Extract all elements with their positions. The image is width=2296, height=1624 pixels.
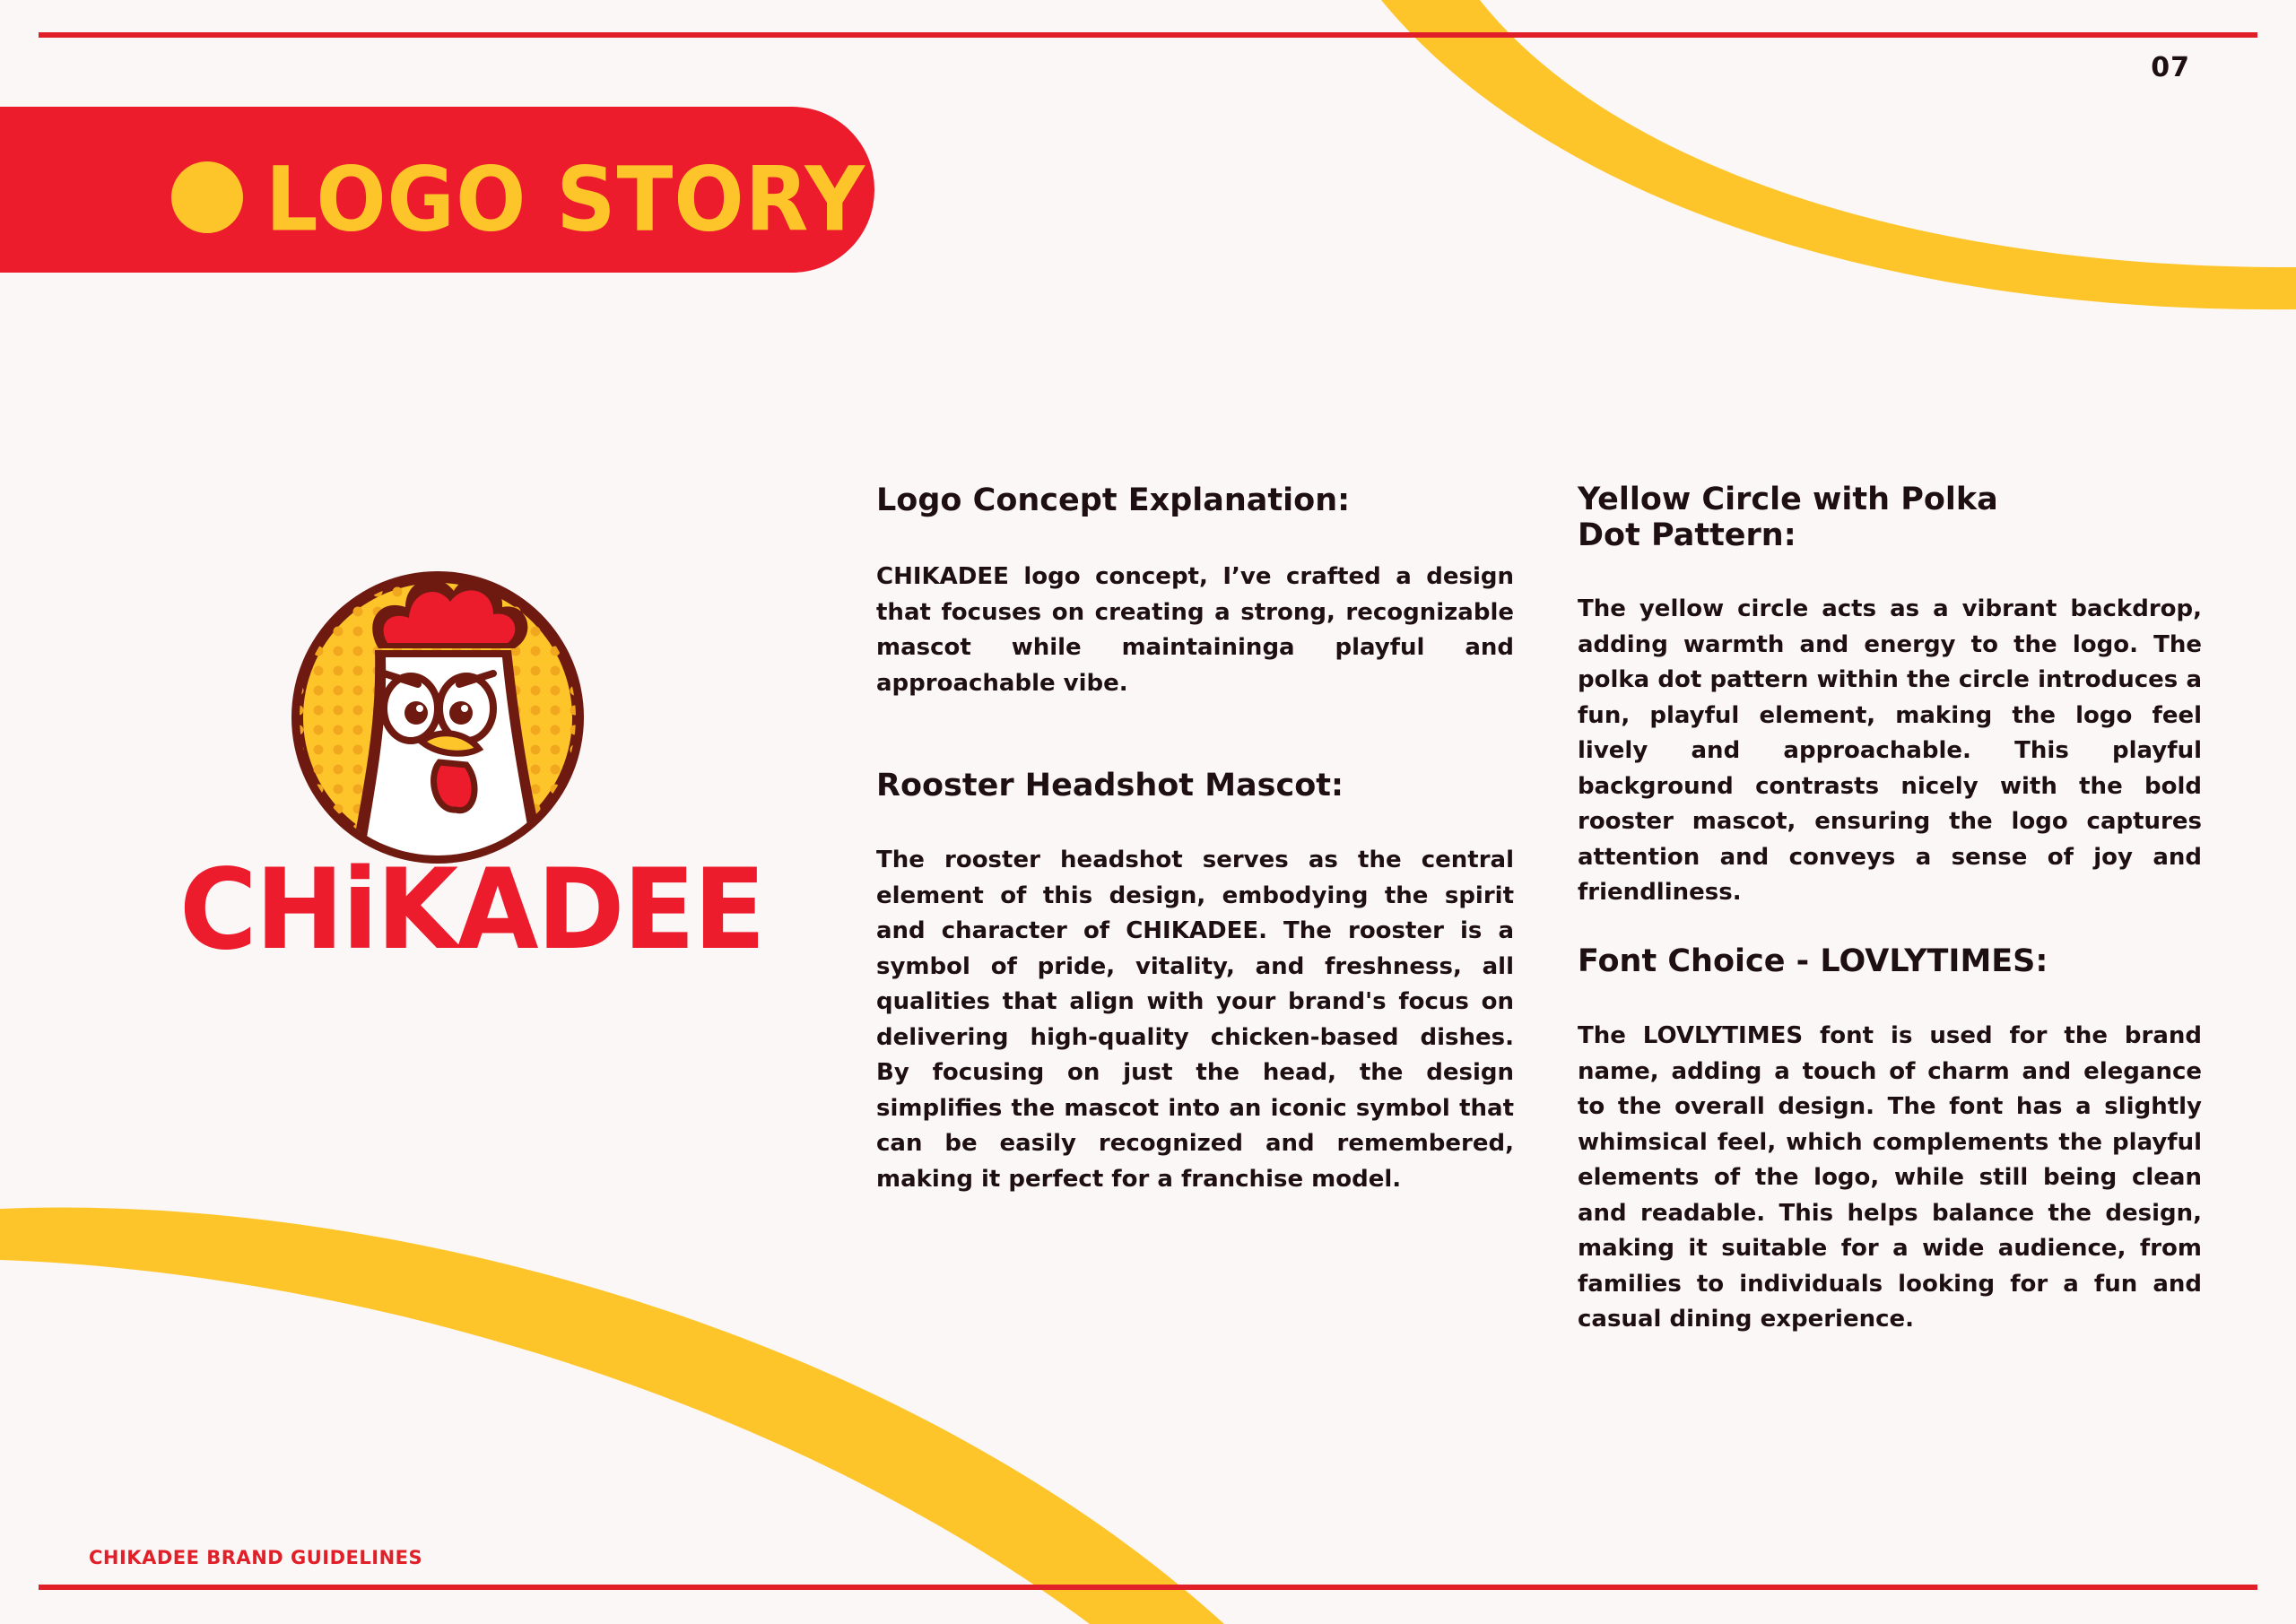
- page-title: LOGO STORY: [265, 147, 865, 252]
- section-yellow-circle-body: [1578, 592, 2202, 911]
- rooster-head-icon: [170, 543, 709, 865]
- section-font-choice: [1578, 943, 2202, 979]
- section-font-choice-body: [1578, 1019, 2202, 1338]
- section-body: The LOVLYTIMES font is used for the brand name, adding a touch of charm and elegance to the overall design. The font has a slightly whimsical feel, which complements the playful elements of the logo, while still being clean and readable. This helps balance the design, making it suitable for a wide audience, from families to individuals looking for a fun and casual dining experience.: [1578, 1022, 2202, 1333]
- footer-label: CHIKADEE BRAND GUIDELINES: [89, 1547, 423, 1568]
- section-heading: Logo Concept Explanation:: [876, 482, 1351, 518]
- section-body: The yellow circle acts as a vibrant backdrop, adding warmth and energy to the logo. The polka dot pattern within the circle introduces a fun, playful element, making the logo feel lively and approachable. This playful background contrasts nicely with the bold rooster mascot, ensuring the logo captures attention and conveys a sense of joy and friendliness.: [1578, 595, 2202, 906]
- section-rooster-mascot-body: [876, 843, 1514, 1197]
- section-heading: Rooster Headshot Mascot:: [876, 768, 1344, 803]
- section-rooster-mascot: [876, 768, 1514, 803]
- section-heading: Font Choice - LOVLYTIMES:: [1578, 943, 2048, 979]
- section-body: The rooster headshot serves as the central element of this design, embodying the spirit and character of CHIKADEE. The rooster is a symbol of pride, vitality, and freshness, all qualities that align with your brand's focus on delivering high-quality chicken-based dishes. By focusing on just the head, the design simplifies the mascot into an iconic symbol that can be easily recognized and remembered, making it perfect for a franchise model.: [876, 847, 1514, 1193]
- chikadee-logo: [170, 543, 764, 1009]
- bottom-rule: [39, 1585, 2257, 1590]
- title-bullet-dot: [171, 161, 243, 233]
- top-rule: [39, 32, 2257, 38]
- page-number: 07: [2151, 52, 2190, 83]
- section-logo-concept: [876, 482, 1514, 518]
- section-body: CHIKADEE logo concept, I’ve crafted a design that focuses on creating a strong, recognizable mascot while maintaininga playful and approachable vibe.: [876, 563, 1514, 697]
- section-logo-concept-body: [876, 560, 1514, 701]
- section-heading: Yellow Circle with Polka Dot Pattern:: [1578, 482, 1998, 553]
- logo-wordmark: CHiKADEE: [179, 844, 764, 975]
- section-yellow-circle: [1578, 482, 2044, 553]
